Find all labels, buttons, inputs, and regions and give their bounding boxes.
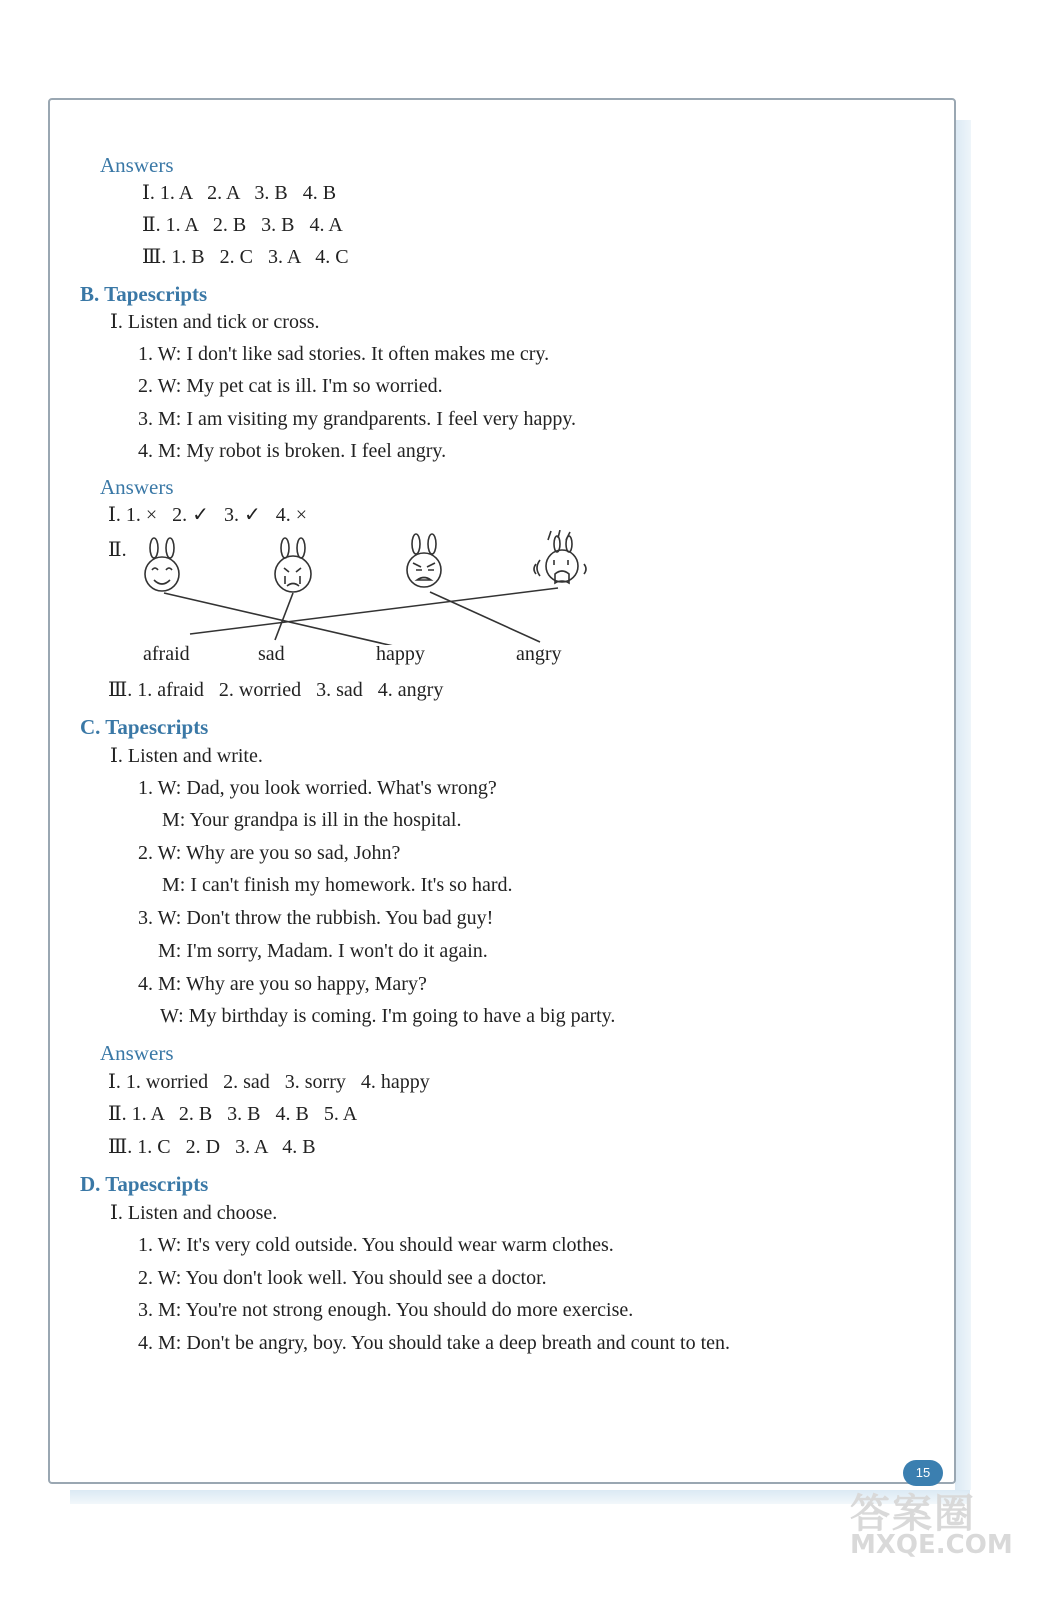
match-word-happy: happy [376, 643, 425, 665]
answer-line-b1: Ⅰ. 1. × 2. ✓ 3. ✓ 4. × [108, 504, 307, 526]
script-d-line1: 1. W: It's very cold outside. You should wear warm clothes. [138, 1234, 614, 1256]
script-b-line3: 3. M: I am visiting my grandparents. I feel very happy. [138, 408, 577, 430]
script-d-line4: 4. M: Don't be angry, boy. You should take a deep breath and count to ten. [138, 1332, 731, 1354]
match-word-afraid: afraid [143, 643, 190, 665]
page-number-badge: 15 [903, 1460, 943, 1486]
script-c-line5: 3. W: Don't throw the rubbish. You bad guy! [138, 907, 494, 929]
answer-line-c3: Ⅲ. 1. C 2. D 3. A 4. B [108, 1136, 316, 1158]
answers-heading-b: Answers [100, 475, 174, 499]
script-c-line3: 2. W: Why are you so sad, John? [138, 842, 401, 864]
script-c-line2: M: Your grandpa is ill in the hospital. [162, 809, 462, 831]
answers-heading-a: Answers [100, 153, 174, 177]
answers-heading-c: Answers [100, 1041, 174, 1065]
script-c-line7: 4. M: Why are you so happy, Mary? [138, 973, 427, 995]
section-d-title: D. Tapescripts [80, 1172, 209, 1196]
script-b-line2: 2. W: My pet cat is ill. I'm so worried. [138, 375, 443, 397]
script-d-line2: 2. W: You don't look well. You should see a doctor. [138, 1267, 547, 1289]
crying-bunny-icon [275, 538, 311, 592]
answer-line-a3: Ⅲ. 1. B 2. C 3. A 4. C [142, 246, 349, 268]
script-d-line3: 3. M: You're not strong enough. You should do more exercise. [138, 1299, 634, 1321]
page-shadow-right [955, 120, 971, 1490]
afraid-bunny-icon [534, 530, 586, 583]
answer-line-b2-label: Ⅱ. [108, 539, 127, 561]
watermark-logo-text: 答案圈 [850, 1491, 976, 1537]
answer-line-b3: Ⅲ. 1. afraid 2. worried 3. sad 4. angry [108, 679, 444, 701]
matching-drawing [130, 530, 600, 645]
match-word-sad: sad [258, 643, 285, 665]
page-shadow-bottom [70, 1490, 970, 1504]
angry-bunny-icon [407, 534, 441, 587]
script-c-line6: M: I'm sorry, Madam. I won't do it again. [158, 940, 488, 962]
watermark [850, 1482, 1013, 1560]
section-c-title: C. Tapescripts [80, 715, 209, 739]
match-word-angry: angry [516, 643, 562, 665]
script-c-line8: W: My birthday is coming. I'm going to have a big party. [160, 1005, 616, 1027]
watermark-url: MXQE.COM [850, 1530, 1013, 1560]
script-b-line4: 4. M: My robot is broken. I feel angry. [138, 440, 447, 462]
answer-line-a1: Ⅰ. 1. A 2. A 3. B 4. B [142, 182, 337, 204]
answer-line-c2: Ⅱ. 1. A 2. B 3. B 4. B 5. A [108, 1103, 358, 1125]
happy-bunny-icon [145, 538, 179, 591]
section-b-instruction: Ⅰ. Listen and tick or cross. [110, 311, 320, 333]
script-b-line1: 1. W: I don't like sad stories. It often makes me cry. [138, 343, 550, 365]
section-d-instruction: Ⅰ. Listen and choose. [110, 1202, 278, 1224]
script-c-line4: M: I can't finish my homework. It's so hard. [162, 874, 513, 896]
answer-line-a2: Ⅱ. 1. A 2. B 3. B 4. A [142, 214, 343, 236]
section-b-title: B. Tapescripts [80, 282, 208, 306]
answer-line-c1: Ⅰ. 1. worried 2. sad 3. sorry 4. happy [108, 1071, 430, 1093]
section-c-instruction: Ⅰ. Listen and write. [110, 745, 263, 767]
script-c-line1: 1. W: Dad, you look worried. What's wrong? [138, 777, 497, 799]
